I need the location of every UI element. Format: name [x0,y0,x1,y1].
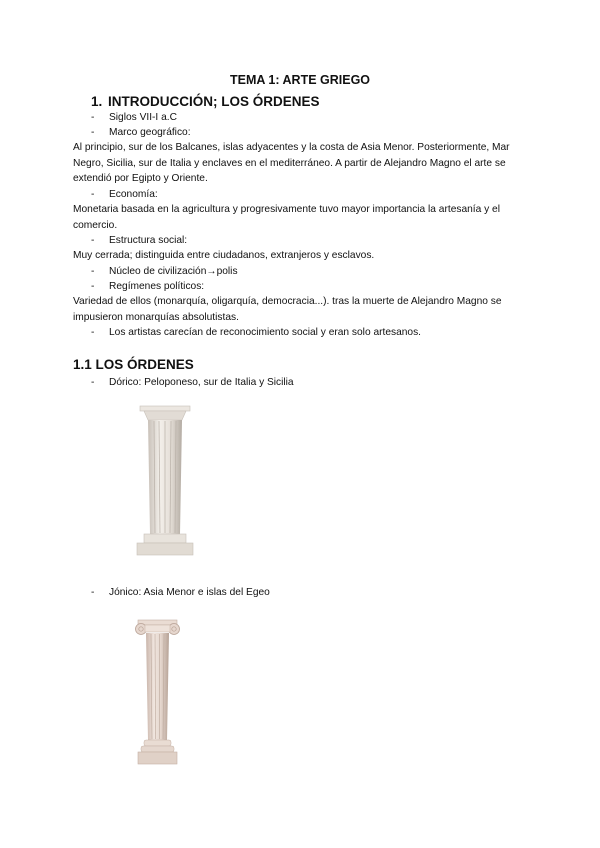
bullet-dash: - [91,587,95,598]
bullet-item-regimenes [91,279,600,294]
bullet-item-nucleo [91,264,600,279]
paragraph-economia: Monetaria basada en la agricultura y progresivamente tuvo mayor importancia la artesanía y el comercio. [73,204,500,231]
bullet-item-artistas [91,325,600,340]
section-number: 1. [91,94,103,109]
bullet-text: Regímenes políticos: [109,281,205,292]
bullet-dash: - [91,189,95,200]
bullet-item-economia [91,187,600,202]
paragraph-estructura: Muy cerrada; distinguida entre ciudadanos, extranjeros y esclavos. [73,250,375,261]
section-heading-introduccion [91,94,600,109]
doric-column-image [128,403,203,558]
bullet-dash: - [91,377,95,388]
bullet-item-dorico [91,375,600,390]
bullet-dash: - [91,281,95,292]
bullet-item-jonico [91,585,600,600]
bullet-text: Siglos VII-I a.C [109,112,177,123]
bullet-dash: - [91,127,95,138]
section-heading-text: INTRODUCCIÓN; LOS ÓRDENES [108,94,320,109]
bullet-text: Economía: [109,189,158,200]
bullet-dash: - [91,266,95,277]
bullet-dash: - [91,327,95,338]
bullet-item-estructura [91,233,600,248]
document-title: TEMA 1: ARTE GRIEGO [229,73,371,87]
paragraph-regimenes: Variedad de ellos (monarquía, oligarquía, democracia...). tras la muerte de Alejandro Magno se impusieron monarquías absolutistas. [73,296,502,323]
section-heading-ordenes: 1.1 LOS ÓRDENES [73,357,194,372]
bullet-text: Núcleo de civilización→polis [109,266,238,277]
bullet-text: Dórico: Peloponeso, sur de Italia y Sicilia [109,377,294,388]
bullet-dash: - [91,235,95,246]
bullet-text: Marco geográfico: [109,127,191,138]
paragraph-marco-geografico: Al principio, sur de los Balcanes, islas adyacentes y la costa de Asia Menor. Posteriormente, Mar Negro, Sicilia, sur de Italia y enclaves en el mediterráneo. A partir de Alejandro Magno el arte se extendió por Egipto y Oriente. [73,142,510,184]
bullet-text: Estructura social: [109,235,188,246]
bullet-text: Jónico: Asia Menor e islas del Egeo [109,587,270,598]
bullet-item-marco [91,125,600,140]
bullet-item-siglos [91,110,600,125]
bullet-text: Los artistas carecían de reconocimiento social y eran solo artesanos. [109,327,422,338]
ionic-column-image [130,615,185,770]
bullet-dash: - [91,112,95,123]
